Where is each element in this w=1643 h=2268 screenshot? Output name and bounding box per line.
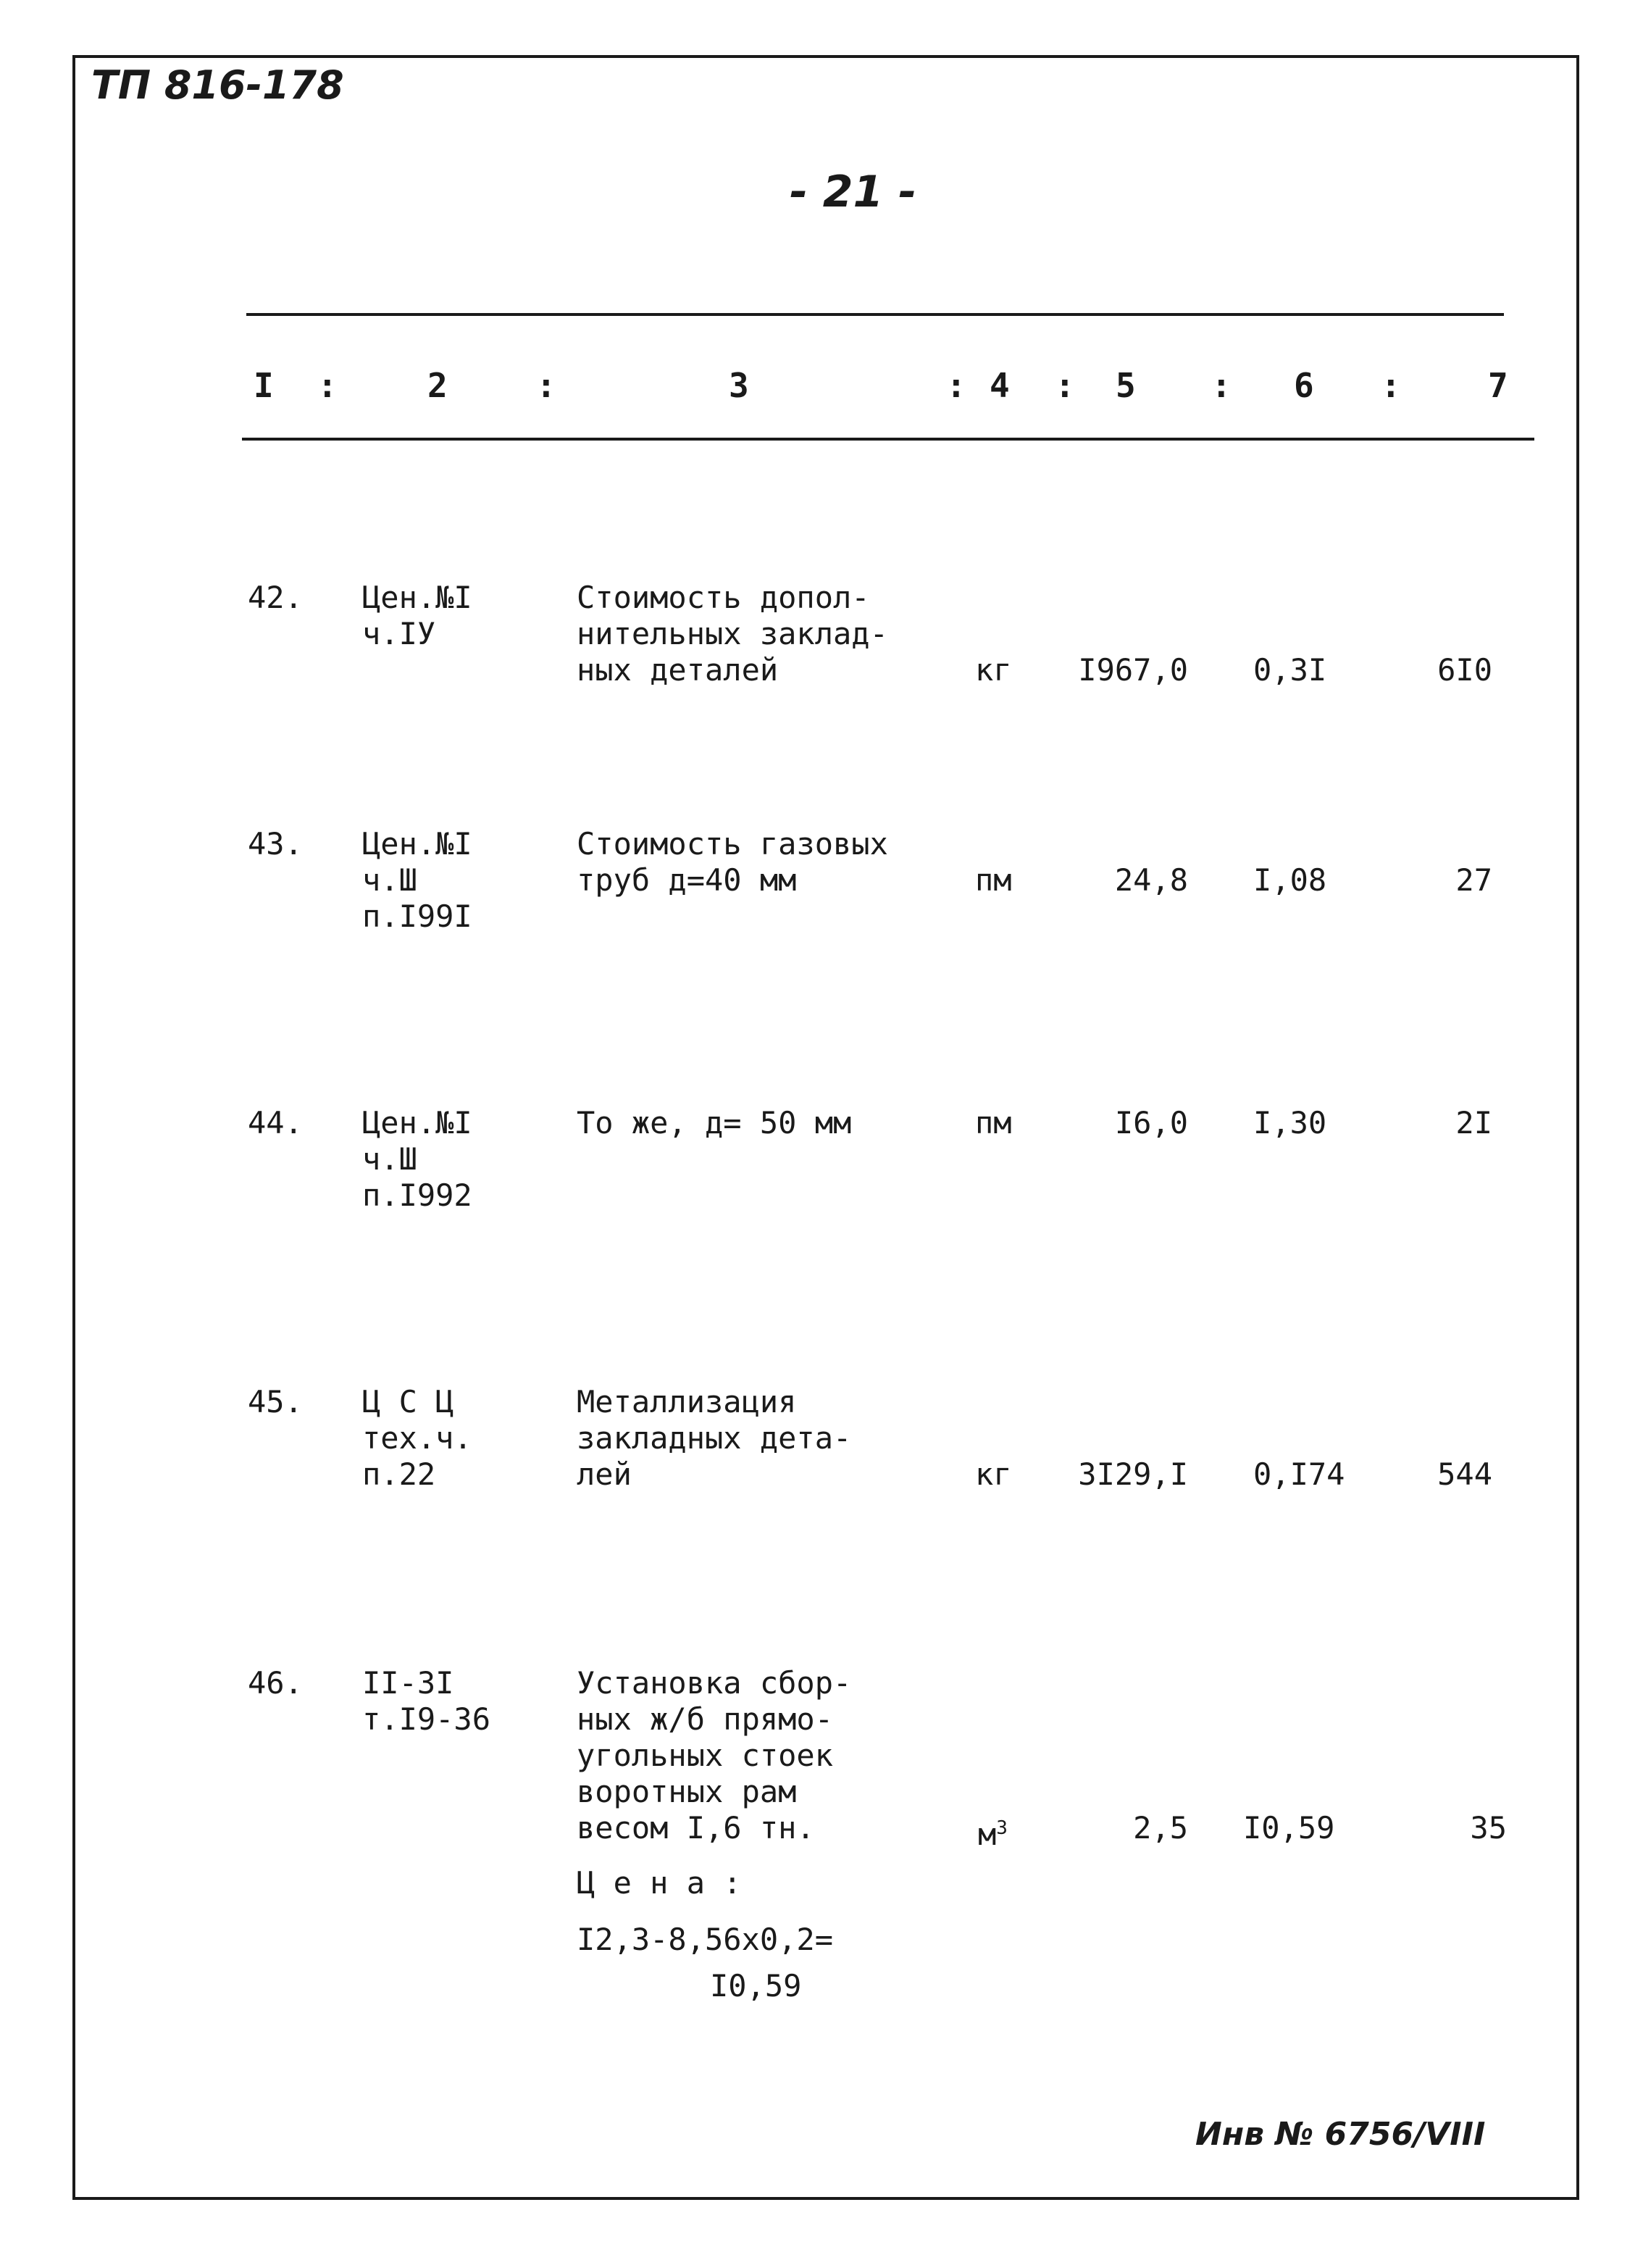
description-line: труб д=40 мм — [577, 862, 797, 898]
row-reference — [362, 580, 472, 652]
row-number: 42. — [248, 580, 303, 615]
document-code: ТП 816-178 — [91, 62, 344, 108]
description-line: ных деталей — [577, 652, 779, 688]
description-line: лей — [577, 1456, 632, 1492]
inventory-note: Инв № 6756/VIII — [1195, 2116, 1486, 2153]
description-line: То же, д= 50 мм — [577, 1105, 852, 1141]
row-unit-price: 0,I74 — [1253, 1456, 1345, 1492]
reference-line: II-3I — [362, 1665, 454, 1701]
row-description — [577, 580, 888, 688]
row-description — [577, 1105, 851, 1141]
row-unit-price: I,30 — [1253, 1105, 1327, 1141]
row-unit-price: 0,3I — [1253, 652, 1327, 688]
row-unit: кг — [975, 1456, 1012, 1492]
row-unit: пм — [975, 862, 1012, 898]
row-number: 44. — [248, 1105, 303, 1141]
description-line: ных ж/б прямо- — [577, 1701, 834, 1737]
row-unit: пм — [975, 1105, 1012, 1141]
header-col-6: 6 — [1294, 366, 1314, 405]
reference-line: п.I99I — [362, 899, 472, 934]
row-number: 43. — [248, 826, 303, 862]
table-header-rule — [242, 438, 1534, 441]
unit-base: м — [978, 1817, 997, 1852]
reference-line: п.I992 — [362, 1177, 472, 1213]
row-description — [577, 1665, 851, 1846]
reference-line: ч.Ш — [362, 1141, 417, 1177]
reference-line: Цен.№I — [362, 580, 472, 615]
description-line: Стоимость газовых — [577, 826, 888, 862]
frame-top-border — [72, 55, 1579, 58]
row-reference — [362, 826, 472, 935]
table-top-rule — [246, 313, 1504, 316]
description-line: угольных стоек — [577, 1738, 834, 1773]
price-result: I0,59 — [710, 1968, 802, 2004]
row-description — [577, 826, 888, 899]
description-line: воротных рам — [577, 1774, 797, 1809]
frame-left-border — [72, 55, 75, 2200]
description-line: закладных дета- — [577, 1420, 852, 1456]
description-line: Установка сбор- — [577, 1665, 852, 1701]
reference-line: т.I9-36 — [362, 1701, 491, 1737]
row-description — [577, 1384, 851, 1493]
row-quantity: I967,0 — [1078, 652, 1188, 688]
page-number: - 21 - — [790, 167, 917, 217]
price-label: Ц е н а : — [577, 1865, 742, 1901]
header-separator: : — [1381, 366, 1401, 405]
row-total: 2I — [1455, 1105, 1492, 1141]
reference-line: п.22 — [362, 1456, 436, 1492]
row-unit: кг — [975, 652, 1012, 688]
header-col-2: 2 — [427, 366, 448, 405]
row-number: 45. — [248, 1384, 303, 1419]
row-total: 6I0 — [1437, 652, 1492, 688]
row-reference — [362, 1384, 472, 1493]
reference-line: Цен.№I — [362, 826, 472, 862]
row-total: 544 — [1437, 1456, 1492, 1492]
header-separator: : — [946, 366, 966, 405]
row-unit-price: I,08 — [1253, 862, 1327, 898]
header-col-1: I — [254, 366, 274, 405]
row-number: 46. — [248, 1665, 303, 1701]
unit-exponent: 3 — [996, 1817, 1008, 1839]
reference-line: Цен.№I — [362, 1105, 472, 1141]
description-line: весом I,6 тн. — [577, 1810, 815, 1846]
frame-right-border — [1576, 58, 1579, 2200]
header-col-5: 5 — [1116, 366, 1136, 405]
header-col-4: 4 — [990, 366, 1010, 405]
header-col-7: 7 — [1488, 366, 1508, 405]
reference-line: тех.ч. — [362, 1420, 472, 1456]
header-separator: : — [536, 366, 556, 405]
header-separator: : — [1055, 366, 1075, 405]
row-quantity: 24,8 — [1114, 862, 1188, 898]
frame-bottom-border — [72, 2197, 1579, 2200]
row-quantity: 3I29,I — [1078, 1456, 1188, 1492]
description-line: нительных заклад- — [577, 616, 888, 651]
reference-line: ч.Ш — [362, 862, 417, 898]
reference-line: ч.IУ — [362, 616, 436, 651]
price-formula: I2,3-8,56х0,2= — [577, 1922, 834, 1957]
header-col-3: 3 — [729, 366, 749, 405]
row-total: 27 — [1455, 862, 1492, 898]
row-reference — [362, 1665, 490, 1738]
row-quantity: I6,0 — [1114, 1105, 1188, 1141]
header-separator: : — [317, 366, 338, 405]
row-total: 35 — [1470, 1810, 1507, 1846]
row-quantity: 2,5 — [1133, 1810, 1188, 1846]
description-line: Металлизация — [577, 1384, 797, 1419]
reference-line: Ц С Ц — [362, 1384, 454, 1419]
row-unit-price: I0,59 — [1243, 1810, 1335, 1846]
row-unit — [978, 1810, 1008, 1853]
row-reference — [362, 1105, 472, 1214]
description-line: Стоимость допол- — [577, 580, 870, 615]
header-separator: : — [1211, 366, 1232, 405]
